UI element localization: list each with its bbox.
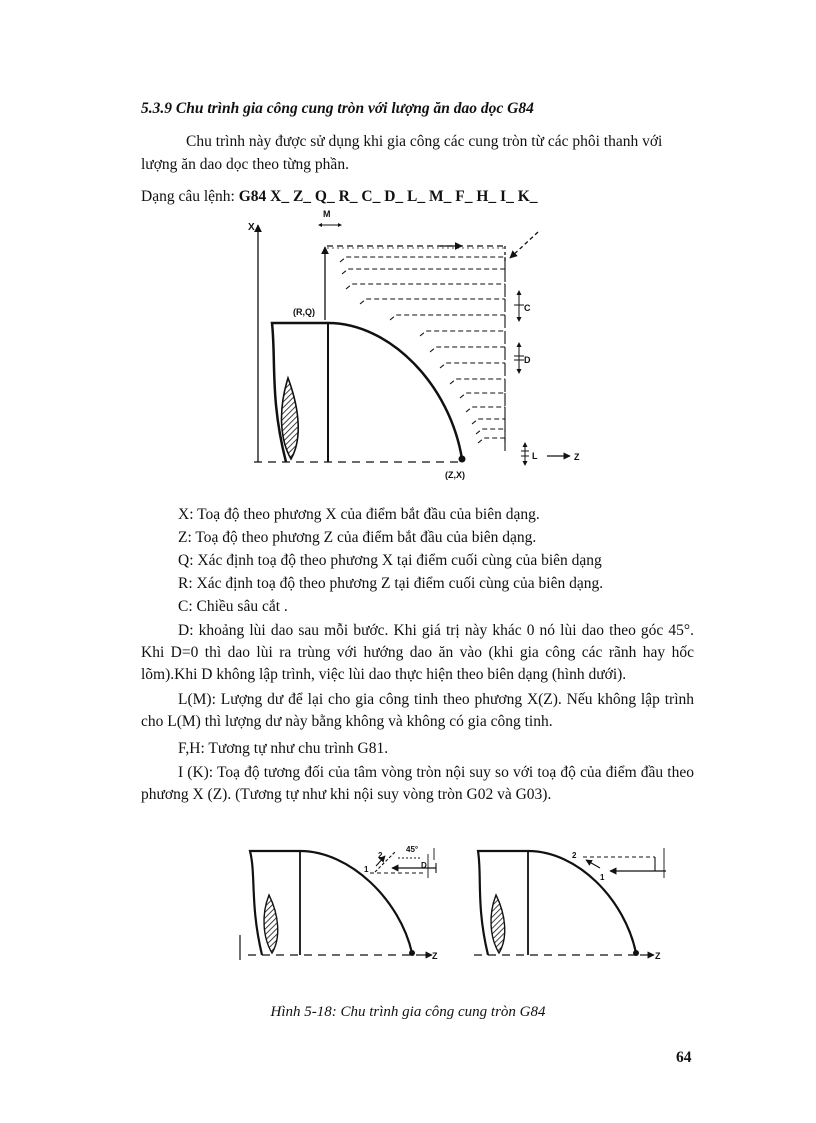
retract-45-diagram bbox=[240, 845, 438, 961]
roughing-pass-line bbox=[472, 419, 505, 424]
svg-text:1: 1 bbox=[600, 873, 605, 882]
label-d: D bbox=[524, 355, 531, 365]
roughing-pass-line bbox=[342, 269, 505, 274]
g84-cycle-diagram bbox=[230, 205, 600, 485]
roughing-passes bbox=[340, 257, 505, 451]
x-axis-label: X bbox=[248, 222, 255, 233]
intro-line-2: lượng ăn dao dọc theo từng phần. bbox=[141, 156, 349, 173]
syntax-label: Dạng câu lệnh: bbox=[141, 188, 239, 205]
roughing-pass-line bbox=[390, 315, 505, 320]
definition-fh: F,H: Tương tự như chu trình G81. bbox=[178, 740, 389, 757]
roughing-pass-line bbox=[460, 393, 505, 398]
definition-x: X: Toạ độ theo phương X của điểm bắt đầu của biên dạng. bbox=[178, 506, 540, 523]
intro-line-1: Chu trình này được sử dụng khi gia công các cung tròn từ các phôi thanh với bbox=[186, 133, 663, 150]
svg-text:Z: Z bbox=[432, 951, 438, 961]
roughing-pass-line bbox=[420, 331, 505, 336]
label-m: M bbox=[323, 209, 331, 219]
definition-ik: I (K): Toạ độ tương đối của tâm vòng tròn nội suy so với toạ độ của điểm đầu theo phương X (Z). (Tương tự như khi nội suy vòng tròn G02 và G03). bbox=[141, 764, 694, 803]
definition-d: D: khoảng lùi dao sau mỗi bước. Khi giá trị này khác 0 nó lùi dao theo góc 45°. Khi D=0 thì dao lùi ra trùng với hướng dao ăn vào (khi gia công các rãnh hay hốc lõm).Khi D không lập trình, việc lùi dao thực hiện theo biên dạng (hình dưới). bbox=[141, 622, 694, 683]
syntax-command: G84 X_ Z_ Q_ R_ C_ D_ L_ M_ F_ H_ I_ K_ bbox=[238, 188, 538, 205]
roughing-pass-line bbox=[476, 429, 505, 434]
page-number: 64 bbox=[676, 1049, 692, 1066]
svg-text:1: 1 bbox=[364, 865, 369, 874]
svg-text:2: 2 bbox=[378, 851, 383, 860]
label-rq: (R,Q) bbox=[293, 307, 315, 317]
svg-text:2: 2 bbox=[572, 851, 577, 860]
start-point bbox=[459, 456, 466, 463]
svg-text:Z: Z bbox=[655, 951, 661, 961]
retract-modes-diagram bbox=[236, 838, 676, 968]
label-c: C bbox=[524, 303, 531, 313]
definition-z: Z: Toạ độ theo phương Z của điểm bắt đầu của biên dạng. bbox=[178, 529, 537, 546]
roughing-pass-line bbox=[440, 363, 505, 368]
label-z-arrow: Z bbox=[574, 452, 580, 462]
svg-text:D: D bbox=[421, 861, 427, 870]
roughing-pass-line bbox=[360, 299, 505, 304]
definition-r: R: Xác định toạ độ theo phương Z tại điểm cuối cùng của biên dạng. bbox=[178, 575, 604, 592]
label-l: L bbox=[532, 451, 538, 461]
roughing-pass-line bbox=[340, 257, 505, 262]
svg-text:45°: 45° bbox=[406, 845, 419, 854]
arc-profile bbox=[328, 323, 462, 459]
hatched-section bbox=[282, 378, 299, 459]
label-zx: (Z,X) bbox=[445, 470, 465, 480]
definition-c: C: Chiều sâu cắt . bbox=[178, 598, 288, 615]
roughing-pass-line bbox=[466, 407, 505, 412]
definition-q: Q: Xác định toạ độ theo phương X tại điểm cuối cùng của biên dạng bbox=[178, 552, 602, 569]
roughing-pass-line bbox=[450, 379, 505, 384]
roughing-pass-line bbox=[478, 438, 505, 443]
roughing-pass-line bbox=[430, 347, 505, 352]
section-heading: 5.3.9 Chu trình gia công cung tròn với lượng ăn dao dọc G84 bbox=[141, 100, 534, 117]
retract-profile-diagram bbox=[474, 848, 666, 961]
figure-caption: Hình 5-18: Chu trình gia công cung tròn G84 bbox=[270, 1004, 546, 1020]
roughing-pass-line bbox=[346, 284, 505, 289]
definition-lm: L(M): Lượng dư để lại cho gia công tinh theo phương X(Z). Nếu không lập trình cho L(M) thì lượng dư này bằng không và không có gia công tinh. bbox=[141, 691, 694, 730]
